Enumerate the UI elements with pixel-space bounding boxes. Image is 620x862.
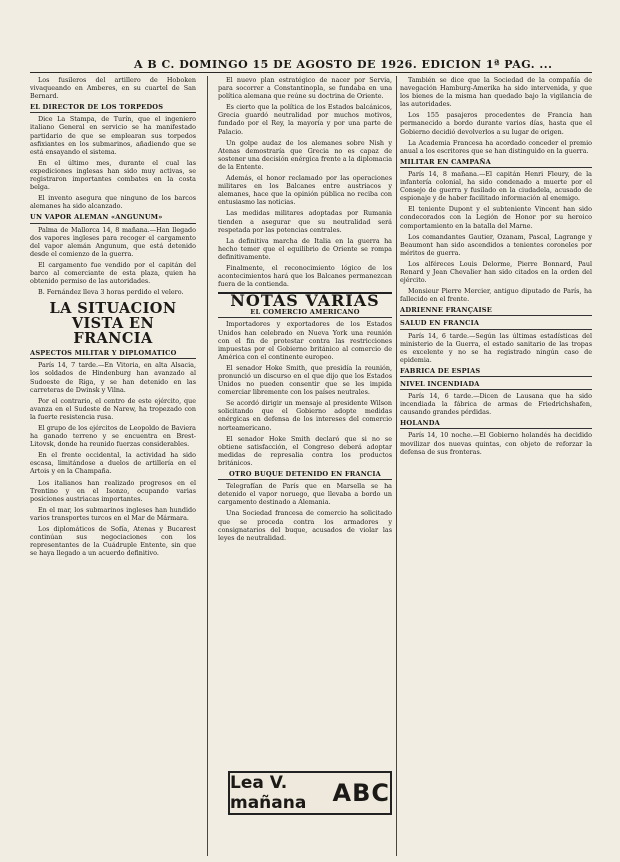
column-1 [30, 76, 196, 856]
section-heading: UN VAPOR ALEMAN «ANGUNUM» [30, 213, 196, 223]
article-headline: LA SITUACION VISTA EN FRANCIA [49, 300, 177, 348]
article-paragraph: El senador Hoke Smith, que presidía la reunión, pronunció un discurso en el que dijo que los Estados Unidos no pueden consentir que se les impida comerciar libremente con los países neutrales. [218, 363, 392, 397]
article-paragraph: En el frente occidental, la actividad ha sido escasa, limitándose a duelos de artillería en el Artois y en la Champaña. [30, 451, 196, 476]
article-paragraph: Una Sociedad francesa de comercio ha solicitado que se proceda contra los armadores y consignatarios del buque, acusados de violar las leyes de neutralidad. [218, 509, 392, 542]
article-paragraph: La definitiva marcha de Italia en la guerra ha hecho temer que el equilibrio de Oriente se rompa definitivamente. [218, 236, 392, 261]
article-paragraph: París 14, 8 mañana.—El capitán Henri Fleury, de la infantería colonial, ha sido condenado a muerte por el Consejo de guerra y fusilado en la ciudadela, acusado de espionaje y de haber facilitado información al enemigo. [400, 169, 592, 203]
article-paragraph: Los fusileros del artillero de Hoboken vivaqueando en Amberes, en su cuartel de San Bernard. [30, 76, 196, 101]
section-title: NOTAS VARIAS [218, 292, 392, 305]
article-paragraph: La Academia Francesa ha acordado conceder el premio anual a los escritores que se han distinguido en la guerra. [400, 138, 592, 155]
article-paragraph: París 14, 6 tarde.—Dicen de Lausana que ha sido incendiada la fábrica de armas de Friedrichshafen, causando grandes pérdidas. [400, 392, 592, 417]
article-paragraph: El teniente Dupont y el subteniente Vincent han sido condecorados con la Legión de Honor por su heroico comportamiento en la batalla del Marne. [400, 205, 592, 230]
article-paragraph: B. Fernández lleva 3 horas perdido el velero. [38, 288, 184, 297]
article-paragraph: Los diplomáticos de Sofía, Atenas y Bucarest continúan sus negociaciones con los representantes de la Cuádruple Entente, sin que se haya llegado a un acuerdo definitivo. [30, 525, 196, 558]
article-paragraph: El grupo de los ejércitos de Leopoldo de Baviera ha ganado terreno y se encuentra en Brest-Litovsk, donde ha reunido fuerzas considerables. [30, 424, 196, 449]
section-heading: OTRO BUQUE DETENIDO EN FRANCIA [218, 470, 392, 480]
section-heading: FABRICA DE ESPIAS [400, 367, 592, 377]
article-paragraph: París 14, 10 noche.—El Gobierno holandés ha decidido movilizar dos nuevas quintas, con objeto de reforzar la defensa de sus fronteras. [400, 431, 592, 456]
article-paragraph: El senador Hoke Smith declaró que si no se obtiene satisfacción, el Congreso deberá adoptar medidas de represalia contra los productos británicos. [218, 434, 392, 467]
article-paragraph: Los italianos han realizado progresos en el Trentino y en el Isonzo, ocupando varias posiciones austriacas importantes. [30, 478, 196, 503]
section-heading: NIVEL INCENDIADA [400, 380, 592, 390]
article-paragraph: En el mar, los submarinos ingleses han hundido varios transportes turcos en el Mar de Mármara. [30, 505, 196, 522]
article-paragraph: El cargamento fue vendido por el capitán del barco al comerciante de esta plaza, quien ha obtenido permiso de las autoridades. [30, 260, 196, 286]
section-heading: MILITAR EN CAMPAÑA [400, 158, 592, 168]
section-heading: EL COMERCIO AMERICANO [218, 308, 392, 318]
article-paragraph: Se acordó dirigir un mensaje al presidente Wilson solicitando que el Gobierno adopte medidas enérgicas en defensa de los intereses del comercio norteamericano. [218, 399, 392, 432]
article-paragraph: El invento asegura que ninguno de los barcos alemanes ha sido alcanzado. [30, 194, 196, 211]
article-paragraph: Un golpe audaz de los alemanes sobre Nish y Atenas demostraría que Grecia no es capaz de sostener una decisión enérgica frente a la diplomacia de la Entente. [218, 138, 392, 171]
article-paragraph: París 14, 6 tarde.—Según las últimas estadísticas del ministerio de la Guerra, el estado sanitario de las tropas es excelente y no se ha registrado ningún caso de epidemia. [400, 331, 592, 364]
section-heading: HOLANDA [400, 419, 592, 429]
advertisement-box [228, 771, 392, 815]
section-heading: EL DIRECTOR DE LOS TORPEDOS [30, 103, 196, 113]
article-paragraph: Telegrafían de París que en Marsella se ha detenido el vapor noruego, que llevaba a bordo un cargamento destinado a Alemania. [218, 482, 392, 507]
article-paragraph: Las medidas militares adoptadas por Rumania tienden a asegurar que su neutralidad será respetada por las potencias centrales. [218, 209, 392, 234]
column-2 [218, 76, 392, 766]
article-paragraph: Por el contrario, el centro de este ejército, que avanza en el Sudeste de Narew, ha tropezado con la fuerte resistencia rusa. [30, 396, 196, 421]
section-heading: ASPECTOS MILITAR Y DIPLOMATICO [30, 349, 196, 359]
column-divider-1 [207, 76, 208, 856]
article-paragraph: Monsieur Pierre Mercier, antiguo diputado de París, ha fallecido en el frente. [400, 287, 592, 304]
article-paragraph: Palma de Mallorca 14, 8 mañana.—Han llegado dos vapores ingleses para recoger el cargamento del vapor alemán Angunum, que está detenido desde el comienzo de la guerra. [30, 225, 196, 258]
article-paragraph: Es cierto que la política de los Estados balcánicos, Grecia guardó neutralidad por muchos motivos, fundado por el Rey, la mayoría y por una parte de Palacio. [218, 103, 392, 136]
article-paragraph: Dice La Stampa, de Turín, que el ingeniero italiano General en servicio se ha manifestado partidario de que se emplearan sus torpedos asfixiantes en los submarinos, añadiendo que se está ensayando el sistema. [30, 115, 196, 156]
column-divider-2 [396, 76, 397, 856]
article-paragraph: Finalmente, el reconocimiento lógico de los acontecimientos hará que los Balcanes permanezcan fuera de la contienda. [218, 263, 392, 289]
masthead-rule [30, 72, 592, 73]
column-3 [400, 76, 592, 856]
article-paragraph: Importadores y exportadores de los Estados Unidos han celebrado en Nueva York una reunión con el fin de protestar contra las restricciones impuestas por el Gobierno británico al comercio de América con el continente europeo. [218, 320, 392, 361]
ad-text: Lea V. mañana [230, 773, 307, 813]
article-paragraph: París 14, 7 tarde.—En Vitoria, en alta Alsacia, los soldados de Hindenburg han avanzado al Sudoeste de Riga, y se han detenido en las carreteras de Dwinsk y Vilna. [30, 361, 196, 394]
section-heading: ADRIENNE FRANÇAISE [400, 306, 592, 316]
page-masthead: A B C. DOMINGO 15 DE AGOSTO DE 1926. EDICION 1ª PAG. ... [134, 58, 553, 71]
article-paragraph: Los alféreces Louis Delorme, Pierre Bonnard, Paul Renard y Jean Chevalier han sido citados en la orden del ejército. [400, 259, 592, 285]
article-paragraph: También se dice que la Sociedad de la compañía de navegación Hamburg-Amerika ha sido intervenida, y que los bienes de la misma han quedado bajo la vigilancia de las autoridades. [400, 76, 592, 109]
article-paragraph: En el último mes, durante el cual las expediciones inglesas han sido muy activas, se registraron importantes combates en la costa belga. [30, 158, 196, 192]
ad-brand: ABC [332, 779, 390, 807]
section-heading: SALUD EN FRANCIA [400, 319, 592, 329]
article-paragraph: Los comandantes Gautier, Ozanam, Pascal, Lagrange y Beaumont han sido ascendidos a tenientes coroneles por méritos de guerra. [400, 232, 592, 257]
article-paragraph: El nuevo plan estratégico de nacer por Servia, para socorrer a Constantinopla, se fundaba en una política alemana que reúne su doctrina de Oriente. [218, 76, 392, 101]
article-paragraph: Los 155 pasajeros procedentes de Francia han permanecido a bordo durante varios días, hasta que el Gobierno decidió devolverlos a su lugar de origen. [400, 111, 592, 136]
article-paragraph: Además, el honor reclamado por las operaciones militares en los Balcanes entre austriacos y alemanes, hace que la opinión pública no reciba con entusiasmo las noticias. [218, 174, 392, 207]
